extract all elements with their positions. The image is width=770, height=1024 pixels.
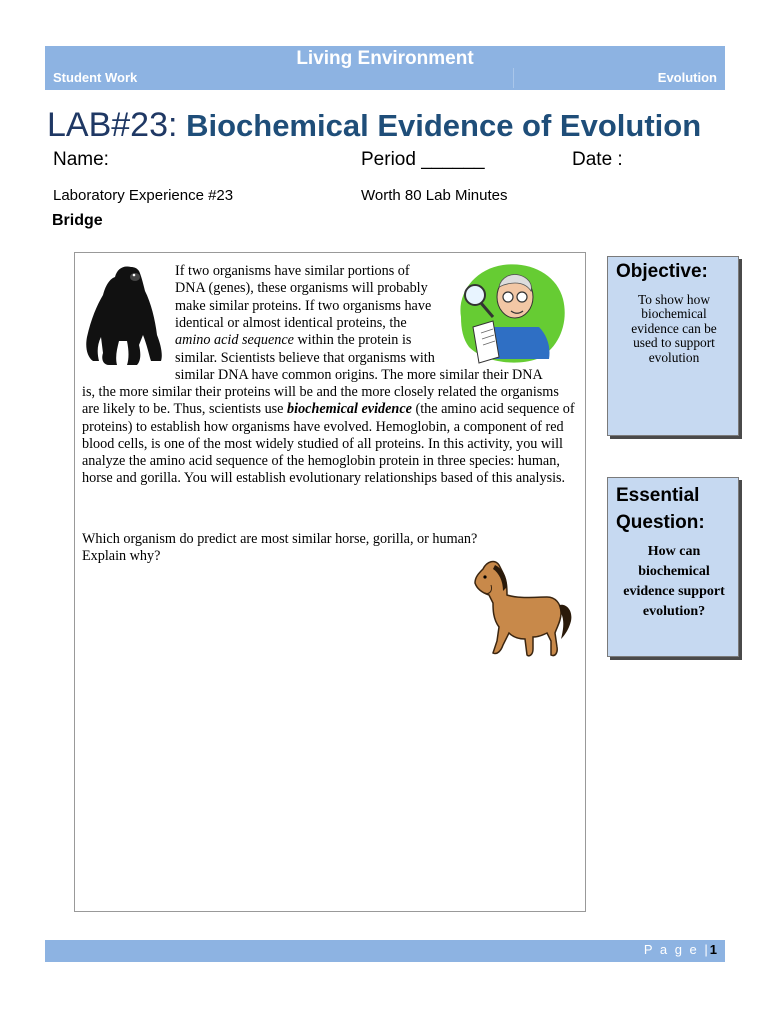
essential-question-text: How can biochemical evidence support evolution? [623, 544, 725, 619]
body-paragraph-after: (the amino acid sequence of proteins) to establish how organisms have evolved. Hemoglobin, a component of red blood cells, is one of the most widely studied of all proteins. In this activity, you will analyze the amino acid sequence of the hemoglobin protein in three species: human, horse and gorilla. You will establish evolutionary relationships based of this analysis. [82, 401, 575, 487]
amino-acid-sequence-term: amino acid sequence [175, 332, 294, 348]
footer-band [45, 940, 725, 962]
lab-title [47, 106, 701, 145]
prediction-question: Which organism do predict are most similar horse, gorilla, or human? Explain why? [82, 531, 478, 565]
period-field-label: Period ______ [361, 149, 485, 170]
paragraph-line-5 [175, 332, 411, 349]
scientist-with-magnifier-image [453, 257, 571, 367]
paragraph-line-5-text: within the protein is [297, 332, 412, 348]
date-field-label: Date : [572, 149, 623, 170]
lab-title-text: Biochemical Evidence of Evolution [186, 108, 702, 143]
paragraph-line-6: similar. Scientists believe that organisms with [175, 350, 435, 366]
page-number-value: 1 [709, 942, 717, 957]
paragraph-line-4: identical or almost identical proteins, the [175, 315, 407, 331]
objective-box [607, 256, 739, 436]
header-right-label: Evolution [657, 70, 717, 85]
body-paragraph-before: is, the more similar their proteins will be and the more closely related the organisms are likely to be. Thus, scientists use [82, 384, 559, 418]
bridge-content-box [74, 252, 586, 912]
lab-experience-label: Laboratory Experience #23 [53, 187, 234, 204]
header-band [45, 46, 725, 90]
gorilla-image [79, 261, 169, 371]
essential-question-heading: Essential Question: [616, 485, 705, 533]
lab-number: LAB#23: [47, 106, 178, 144]
section-heading: Bridge [52, 212, 103, 229]
objective-text: To show how biochemical evidence can be used to support evolution [631, 292, 717, 365]
paragraph-line-7: similar DNA have common origins. The more similar their DNA [175, 367, 543, 383]
body-paragraph [82, 384, 578, 488]
name-field-label: Name: [53, 149, 109, 170]
lab-worth-label: Worth 80 Lab Minutes [361, 187, 508, 204]
header-title: Living Environment [296, 48, 474, 69]
page-number [644, 942, 717, 957]
paragraph-line-3: make similar proteins. If two organisms have [175, 298, 432, 314]
biochemical-evidence-term: biochemical evidence [287, 401, 412, 418]
page-label: P a g e | [643, 942, 710, 957]
header-left-label: Student Work [53, 70, 138, 85]
paragraph-line-1: If two organisms have similar portions of [175, 263, 410, 279]
paragraph-line-2: DNA (genes), these organisms will probably [175, 280, 428, 296]
header-divider [513, 68, 514, 88]
horse-image [463, 555, 575, 665]
objective-heading: Objective: [616, 261, 708, 282]
essential-question-box [607, 477, 739, 657]
